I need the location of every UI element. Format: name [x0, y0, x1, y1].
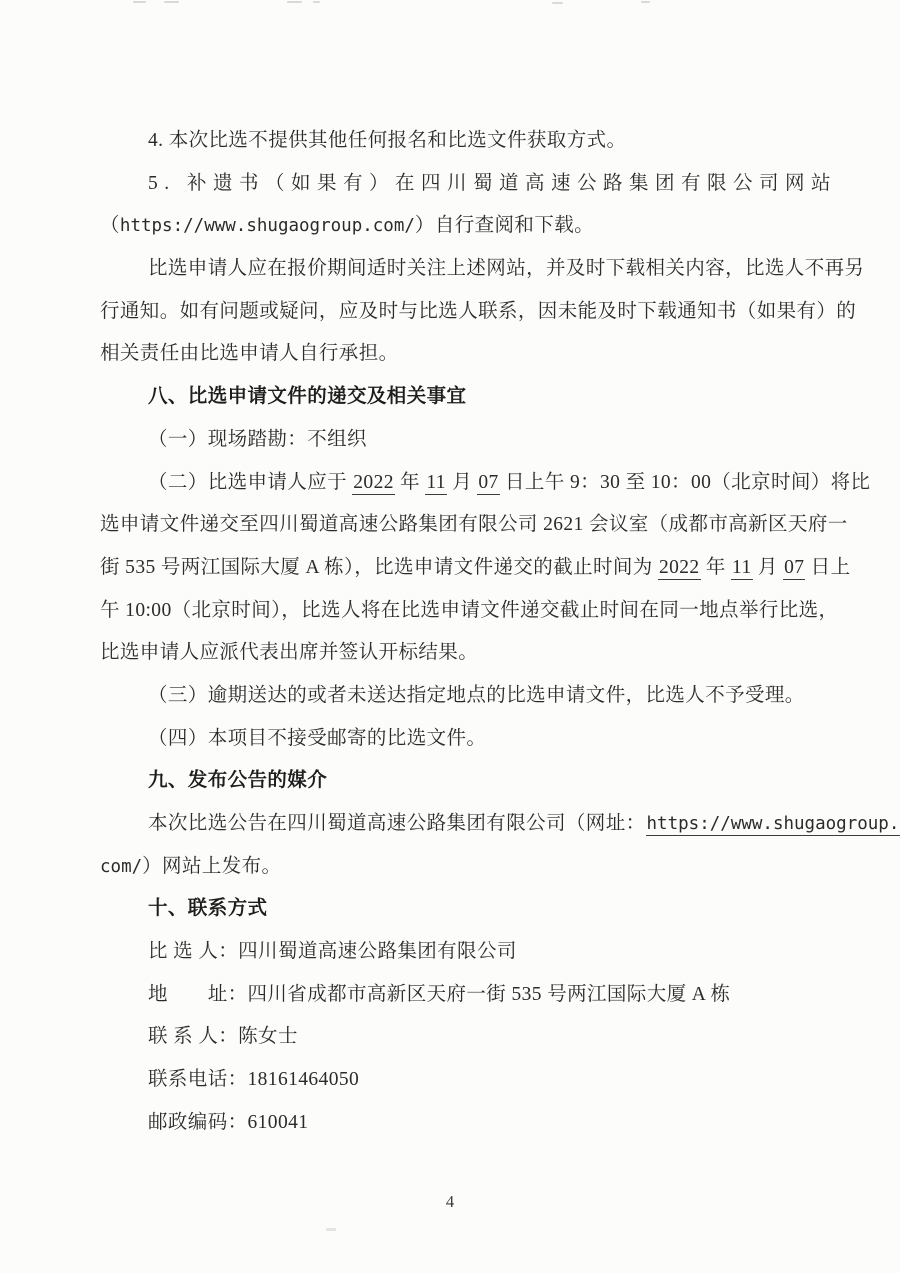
- text-segment: 日上: [805, 556, 851, 578]
- scan-artifact: [287, 1, 302, 3]
- text-segment: 行通知。如有问题或疑问，应及时与比选人联系，因未能及时下载通知书（如果有）的: [100, 300, 857, 322]
- text-line: [100, 171, 848, 214]
- section-heading: [100, 768, 848, 811]
- text-segment: 午 10:00（北京时间），比选人将在比选申请文件递交截止时间在同一地点举行比选，: [100, 599, 839, 621]
- text-segment: 地 址：四川省成都市高新区天府一街 535 号两江国际大厦 A 栋: [148, 983, 731, 1005]
- text-line: [100, 1110, 848, 1153]
- scan-artifact: [641, 1, 650, 3]
- text-line: [100, 854, 848, 897]
- url-text: https://www.shugaogroup.com/: [119, 216, 415, 237]
- text-line: [100, 427, 848, 470]
- underlined-text: 07: [478, 471, 499, 493]
- underlined-text: 11: [426, 471, 446, 493]
- text-segment: 联系电话：18161464050: [148, 1069, 360, 1091]
- text-segment: 5. 补遗书（如果有）在四川蜀道高速公路集团有限公司网站: [148, 172, 838, 194]
- text-line: [100, 470, 871, 513]
- text-line: [100, 128, 848, 171]
- text-segment: 本次比选公告在四川蜀道高速公路集团有限公司（网址：: [148, 813, 646, 834]
- text-segment: 九、发布公告的媒介: [148, 770, 328, 792]
- scan-artifact: [552, 2, 563, 4]
- text-line: [100, 256, 865, 299]
- text-line: [100, 726, 848, 769]
- text-line: [100, 982, 848, 1025]
- text-segment: 联 系 人：陈女士: [148, 1026, 298, 1048]
- text-line: [100, 555, 851, 598]
- text-segment: （四）本项目不接受邮寄的比选文件。: [148, 727, 487, 749]
- document-body: [100, 128, 900, 1153]
- text-line: [100, 512, 848, 555]
- text-segment: 月: [752, 556, 784, 578]
- text-line: [100, 598, 848, 641]
- text-segment: ）自行查阅和下载。: [414, 215, 595, 237]
- text-line: [100, 213, 848, 256]
- text-segment: 相关责任由比选申请人自行承担。: [100, 343, 399, 365]
- scan-artifact: [313, 1, 320, 3]
- url-text: https://www.shugaogroup.: [646, 814, 900, 834]
- page-number: 4: [445, 1192, 455, 1211]
- text-segment: 日上午 9：30 至 10：00（北京时间）将比: [499, 471, 871, 493]
- text-line: [100, 299, 857, 342]
- text-segment: 邮政编码：610041: [148, 1111, 309, 1133]
- text-segment: 年: [700, 556, 732, 578]
- text-line: [100, 1067, 848, 1110]
- url-text: com/: [100, 856, 143, 877]
- text-line: [100, 683, 848, 726]
- text-segment: 比选申请人应在报价期间适时关注上述网站，并及时下载相关内容，比选人不再另: [148, 258, 865, 280]
- scan-artifact: [133, 1, 146, 3]
- text-line: [100, 640, 848, 683]
- text-segment: 比 选 人：四川蜀道高速公路集团有限公司: [148, 941, 517, 963]
- text-line: [100, 939, 848, 982]
- text-segment: 选申请文件递交至四川蜀道高速公路集团有限公司 2621 会议室（成都市高新区天府一: [100, 514, 848, 536]
- text-line: [100, 341, 848, 384]
- text-segment: 八、比选申请文件的递交及相关事宜: [148, 386, 467, 408]
- text-segment: 月: [446, 471, 478, 493]
- underlined-text: 2022: [658, 556, 700, 578]
- scan-artifact: [164, 1, 179, 3]
- text-segment: 4. 本次比选不提供其他任何报名和比选文件获取方式。: [148, 130, 627, 151]
- section-heading: [100, 896, 848, 939]
- text-segment: （一）现场踏勘：不组织: [148, 428, 367, 450]
- scan-artifact: [326, 1228, 336, 1231]
- underlined-text: 11: [732, 556, 752, 578]
- underlined-text: 2022: [353, 471, 394, 493]
- text-line: [100, 811, 900, 854]
- text-segment: 年: [394, 471, 426, 493]
- text-segment: ）网站上发布。: [142, 855, 282, 877]
- text-line: [100, 1024, 848, 1067]
- text-segment: 十、联系方式: [148, 898, 268, 920]
- text-segment: （: [100, 215, 120, 237]
- text-segment: （三）逾期送达的或者未送达指定地点的比选申请文件，比选人不予受理。: [148, 684, 805, 706]
- section-heading: [100, 384, 848, 427]
- text-segment: 比选申请人应派代表出席并签认开标结果。: [100, 642, 479, 664]
- text-segment: 街 535 号两江国际大厦 A 栋），比选申请文件递交的截止时间为: [100, 556, 658, 578]
- text-segment: （二）比选申请人应于: [148, 471, 353, 493]
- underlined-text: 07: [784, 556, 805, 578]
